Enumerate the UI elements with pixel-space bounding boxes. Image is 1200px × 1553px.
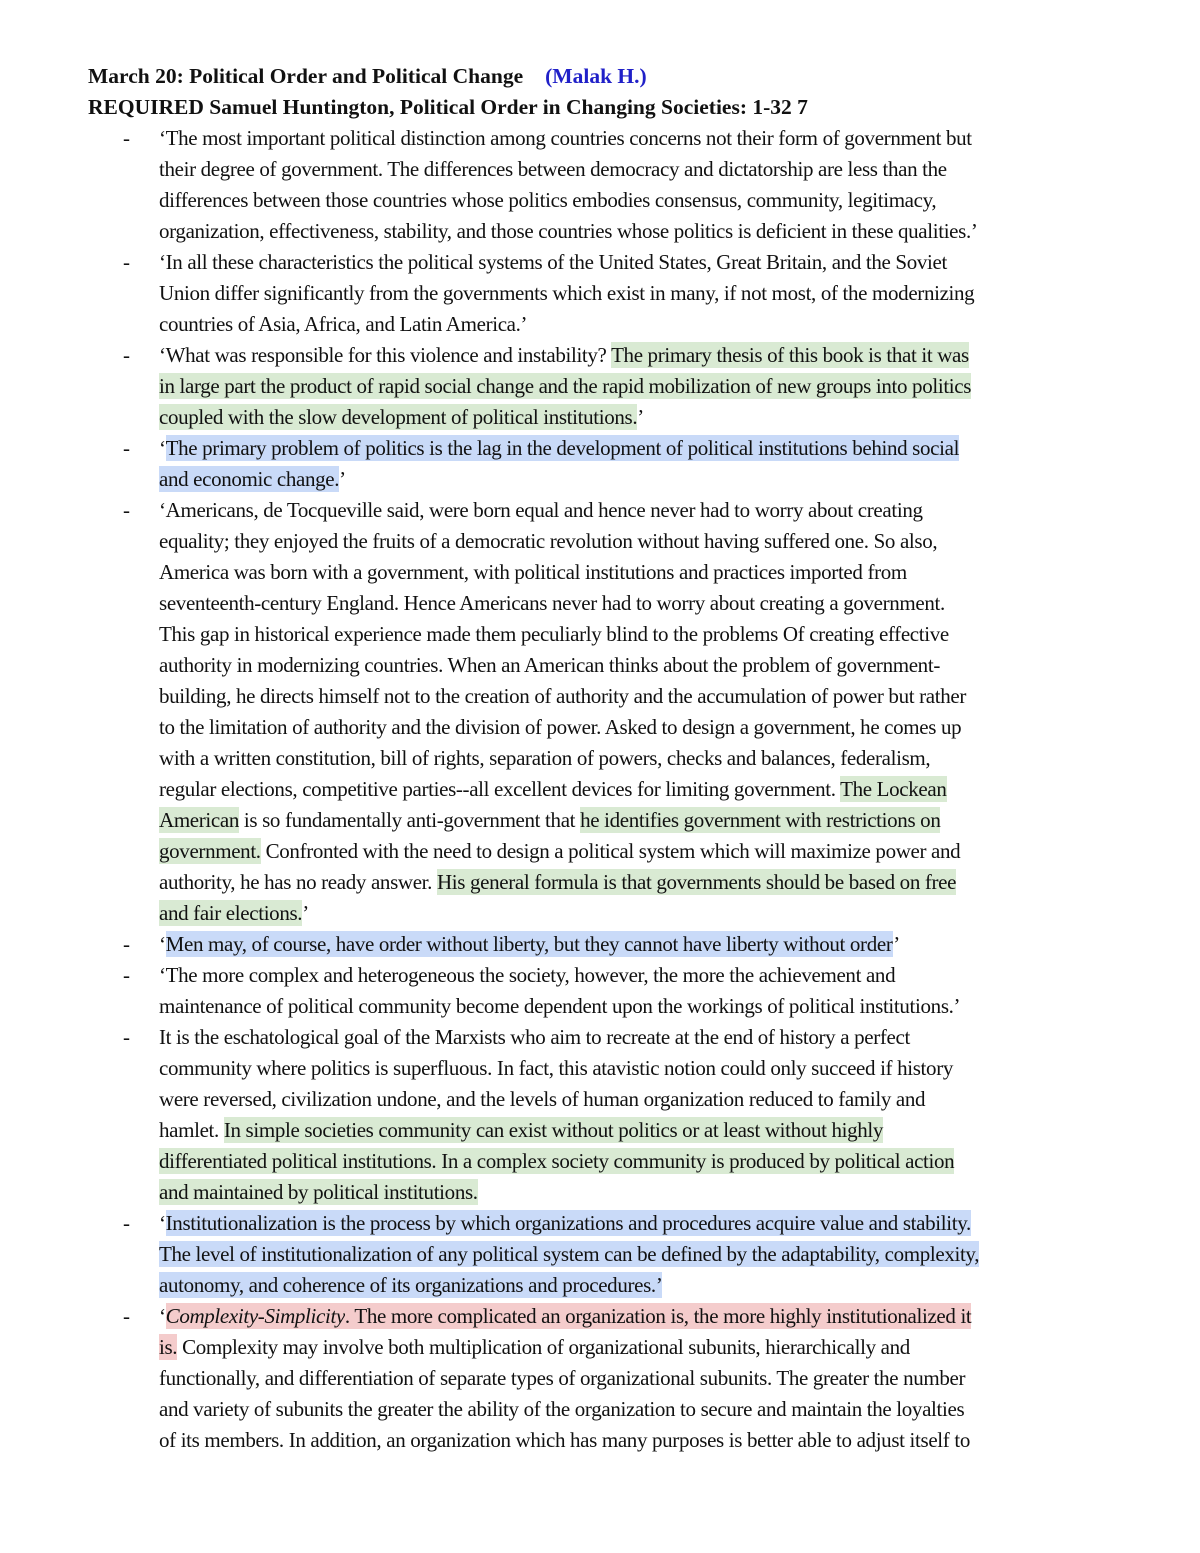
note-text: countries of Asia, Africa, and Latin America.’ [159, 312, 528, 336]
note-item [0, 340, 1200, 433]
note-line [159, 712, 1200, 743]
note-line [159, 805, 1200, 836]
note-line [159, 402, 1200, 433]
note-text: ‘The more complex and heterogeneous the society, however, the more the achievement and [159, 963, 896, 987]
note-text: hamlet. [159, 1118, 224, 1142]
note-text: ‘ [159, 436, 166, 460]
note-text: ’ [893, 932, 900, 956]
note-text: were reversed, civilization undone, and the levels of human organization reduced to family and [159, 1087, 926, 1111]
note-item [0, 247, 1200, 340]
note-item [0, 123, 1200, 247]
note-text: functionally, and differentiation of separate types of organizational subunits. The greater the number [159, 1366, 966, 1390]
note-text: It is the eschatological goal of the Marxists who aim to recreate at the end of history a perfect [159, 1025, 910, 1049]
note-line [159, 1022, 1200, 1053]
note-line [159, 371, 1200, 402]
bullet-dash: - [123, 1304, 130, 1328]
note-text: authority, he has no ready answer. [159, 870, 437, 894]
note-line [159, 619, 1200, 650]
note-text: ‘What was responsible for this violence and instability? [159, 343, 612, 367]
bullet-dash: - [123, 932, 130, 956]
note-line [159, 1146, 1200, 1177]
highlighted-text-green: In simple societies community can exist without politics or at least without highly [223, 1118, 884, 1142]
note-line [159, 309, 1200, 340]
highlighted-text-green: government. [159, 839, 261, 863]
note-text: Complexity may involve both multiplication of organizational subunits, hierarchically and [177, 1335, 910, 1359]
highlighted-text-blue: Men may, of course, have order without liberty, but they cannot have liberty without order [165, 932, 894, 956]
note-text: building, he directs himself not to the creation of authority and the accumulation of power but rather [159, 684, 966, 708]
note-item [0, 960, 1200, 1022]
note-text: maintenance of political community become dependent upon the workings of political institutions.’ [159, 994, 961, 1018]
note-line [159, 123, 1200, 154]
note-line [159, 433, 1200, 464]
note-text: ‘The most important political distinction among countries concerns not their form of government but [159, 126, 972, 150]
highlighted-text-blue: autonomy, and coherence of its organizations and procedures.’ [159, 1273, 663, 1297]
note-line [159, 1053, 1200, 1084]
note-line [159, 836, 1200, 867]
note-line [159, 774, 1200, 805]
note-line [159, 278, 1200, 309]
note-line [159, 247, 1200, 278]
highlighted-text-green: His general formula is that governments should be based on free [436, 870, 957, 894]
note-line [159, 495, 1200, 526]
note-line [159, 526, 1200, 557]
note-line [159, 1177, 1200, 1208]
highlighted-text-green: he identifies government with restrictions on [580, 808, 941, 832]
note-line [159, 216, 1200, 247]
note-text: organization, effectiveness, stability, and those countries whose politics is deficient in these qualities.’ [159, 219, 978, 243]
note-line [159, 681, 1200, 712]
note-text: community where politics is superfluous. In fact, this atavistic notion could only succeed if history [159, 1056, 953, 1080]
session-title: March 20: Political Order and Political Change [88, 64, 524, 88]
note-line [159, 557, 1200, 588]
note-line [159, 1394, 1200, 1425]
required-reading: REQUIRED Samuel Huntington, Political Order in Changing Societies: 1-32 7 [88, 95, 808, 119]
highlighted-text-red: is. [159, 1335, 178, 1359]
note-line [159, 1270, 1200, 1301]
note-text: ‘In all these characteristics the political systems of the United States, Great Britain, and the Soviet [159, 250, 947, 274]
note-item [0, 929, 1200, 960]
note-text: ‘Americans, de Tocqueville said, were born equal and hence never had to worry about creating [159, 498, 923, 522]
note-line [159, 650, 1200, 681]
note-line [159, 1425, 1200, 1456]
highlighted-text-green: The primary thesis of this book is that it was [611, 343, 969, 367]
highlighted-text-green: American [159, 808, 239, 832]
bullet-dash: - [123, 436, 130, 460]
note-item [0, 433, 1200, 495]
bullet-dash: - [123, 498, 130, 522]
note-line [159, 1239, 1200, 1270]
highlighted-text-blue: and economic change. [159, 467, 340, 491]
highlighted-text-red: . The more complicated an organization is, the more highly institutionalized it [344, 1304, 972, 1328]
note-text: America was born with a government, with political institutions and practices imported from [159, 560, 907, 584]
note-line [159, 929, 1200, 960]
note-text: with a written constitution, bill of rights, separation of powers, checks and balances, federalism, [159, 746, 931, 770]
note-text: equality; they enjoyed the fruits of a democratic revolution without having suffered one. So also, [159, 529, 938, 553]
presenter-name: (Malak H.) [545, 64, 647, 88]
note-text: is so fundamentally anti-government that [239, 808, 581, 832]
note-line [159, 1332, 1200, 1363]
bullet-dash: - [123, 126, 130, 150]
note-text: Confronted with the need to design a political system which will maximize power and [260, 839, 961, 863]
note-text: their degree of government. The differences between democracy and dictatorship are less than the [159, 157, 947, 181]
note-text: and variety of subunits the greater the ability of the organization to secure and maintain the loyalties [159, 1397, 965, 1421]
note-text: Union differ significantly from the governments which exist in many, if not most, of the modernizing [159, 281, 975, 305]
highlighted-text-blue: The level of institutionalization of any political system can be defined by the adaptability, complexity, [159, 1242, 980, 1266]
highlighted-text-green: and maintained by political institutions. [159, 1180, 478, 1204]
bullet-dash: - [123, 343, 130, 367]
note-line [159, 991, 1200, 1022]
note-text: of its members. In addition, an organization which has many purposes is better able to adjust itself to [159, 1428, 970, 1452]
note-text: differences between those countries whose politics embodies consensus, community, legitimacy, [159, 188, 937, 212]
notes-list [0, 123, 1200, 1456]
note-line [159, 743, 1200, 774]
highlighted-text-green: The Lockean [840, 777, 947, 801]
highlighted-text-green: and fair elections. [159, 901, 303, 925]
note-line [159, 1084, 1200, 1115]
note-line [159, 464, 1200, 495]
bullet-dash: - [123, 1211, 130, 1235]
note-text: ‘ [159, 1304, 166, 1328]
note-line [159, 1208, 1200, 1239]
bullet-dash: - [123, 963, 130, 987]
note-text: This gap in historical experience made them peculiarly blind to the problems Of creating effective [159, 622, 949, 646]
note-item [0, 495, 1200, 929]
note-item [0, 1208, 1200, 1301]
note-text: to the limitation of authority and the division of power. Asked to design a government, he comes up [159, 715, 962, 739]
note-line [159, 1115, 1200, 1146]
note-line [159, 960, 1200, 991]
note-item [0, 1301, 1200, 1456]
highlighted-text-green: differentiated political institutions. In a complex society community is produced by political action [159, 1149, 955, 1173]
note-item [0, 1022, 1200, 1208]
note-line [159, 340, 1200, 371]
highlighted-text-green: coupled with the slow development of political institutions. [159, 405, 638, 429]
note-line [159, 1301, 1200, 1332]
note-line [159, 1363, 1200, 1394]
bullet-dash: - [123, 1025, 130, 1049]
note-text: ‘ [159, 1211, 166, 1235]
page-title [88, 61, 647, 92]
note-text: seventeenth-century England. Hence Americans never had to worry about creating a government. [159, 591, 945, 615]
note-text: ‘ [159, 932, 166, 956]
note-text: ’ [302, 901, 309, 925]
note-text: ’ [339, 467, 346, 491]
note-text: ’ [637, 405, 644, 429]
bullet-dash: - [123, 250, 130, 274]
highlighted-text-blue: The primary problem of politics is the lag in the development of political institutions behind social [165, 436, 960, 460]
highlighted-text-green: in large part the product of rapid social change and the rapid mobilization of new groups into politics [159, 374, 972, 398]
note-line [159, 154, 1200, 185]
note-line [159, 867, 1200, 898]
highlighted-text-red: Complexity-Simplicity [165, 1304, 345, 1328]
note-line [159, 588, 1200, 619]
note-text: authority in modernizing countries. When an American thinks about the problem of government- [159, 653, 940, 677]
note-line [159, 898, 1200, 929]
note-line [159, 185, 1200, 216]
highlighted-text-blue: Institutionalization is the process by which organizations and procedures acquire value and stability. [165, 1211, 971, 1235]
note-text: regular elections, competitive parties--all excellent devices for limiting government. [159, 777, 841, 801]
